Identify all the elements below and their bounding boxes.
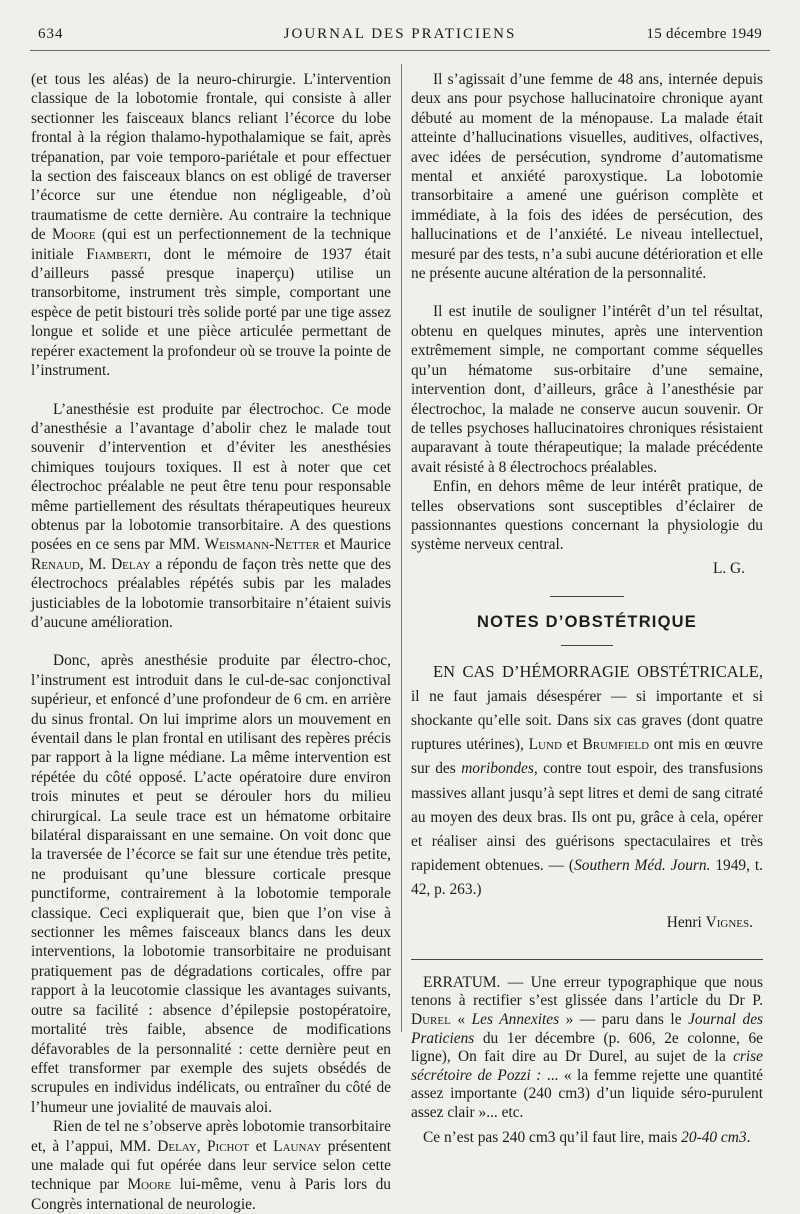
section-title: NOTES D’OBSTÉTRIQUE [477, 613, 697, 632]
author-name: Delay [111, 555, 151, 573]
header-rule [30, 50, 770, 51]
paragraph: Enfin, en dehors même de leur intérêt pratique, de telles observations sont susceptibles d’éclairer de passionnantes questions concernant la physiologie du système nerveux central. [411, 478, 763, 554]
column-divider [401, 64, 402, 1032]
erratum-note: ERRATUM. — Une erreur typographique que nous tenons à rectifier s’est glissée dans l’article du Dr P. Durel « Les Annexites » — paru dans le Journal des Praticiens du 1er décembre (p. 606, 2e colonne, 6e ligne), On fait dire au Dr Durel, au sujet de la crise sécrétoire de Pozzi : ... « la femme rejette une quantité assez importante (240 cm3) d’un liquide séro-purulent assez clair »... etc. Ce n’est pas 240 cm3 qu’il faut lire, mais 20-40 cm3. [411, 973, 764, 1146]
separator-rule [411, 959, 763, 960]
paragraph: Il est inutile de souligner l’intérêt d’un tel résultat, obtenu en quelques minutes, après une intervention extrêmement simple, ne comportant comme séquelles qu’un hématome sus-orbitaire d’une semaine, intervention dont, d’ailleurs, grâce à l’anesthésie par électrochoc, la malade ne conserve aucun souvenir. Or de telles psychoses hallucinatoires chroniques résistaient auparavant à toute thérapeutique; la malade précédente avait résisté à 8 électrochocs préalables. [411, 303, 763, 476]
page-number: 634 [38, 26, 64, 42]
paragraph: Donc, après anesthésie produite par électro-choc, l’instrument est introduit dans le cul-de-sac conjonctival supérieur, et enfoncé d’une profondeur de 6 cm. en arrière du sinus frontal. On lui imprime alors un mouvement en éventail dans le plan frontal en utilisant des repères précis par rapport à la ligne médiane. La même intervention est répétée du côté opposé. L’acte opératoire dure environ trois minutes et peut se dérouler hors du milieu chirurgical. La seule trace est un hématome orbitaire bilatéral disparaissant en une semaine. On voit donc que la traversée de l’écorce se fait sur une étendue très petite, ne produisant qu’une blessure corticale presque punctiforme, contrairement à la lobotomie temporale classique. Ceci expliquerait que, bien que l’on vise à sectionner les mêmes faisceaux blancs dans les deux interventions, la lobotomie transorbitaire ne produisant pratiquement pas de dégradations corticales, offre par rapport à la leucotomie classique les avantages suivants, outre sa facilité : absence d’épilepsie postopératoire, mortalité très faible, absence de modifications défavorables de la personnalité : cette dernière peut en effet transformer par exemple des sujets obsédés de scrupules en individus indélicats, ou entraîner du côté de l’humeur une jovialité de mauvais aloi. [31, 652, 391, 1116]
author-name: Fiamberti [86, 245, 148, 263]
left-column [31, 70, 391, 1214]
paragraph: (et tous les aléas) de la neuro-chirurgie. L’intervention classique de la lobotomie frontale, qui consiste à aller sectionner les faisceaux blancs reliant l’écorce du lobe frontal à la région thalamo-hypothalamique se fait, après trépanation, par voie temporo-pariétale et pour effectuer la section des faisceaux blancs on est obligé de traverser l’écorce sur une étendue non négligeable, d’où traumatisme de cette dernière. Au contraire la technique de Moore (qui est un perfectionnement de la technique initiale Fiamberti, dont le mémoire de 1937 était d’ailleurs passé presque inaperçu) utilise un transorbitome, instrument très simple, comportant une espèce de petit bistouri très solide porté par une tige assez longue et solide et une pièce articulée permettant de repérer exactement la profondeur où se trouve la pointe de l’instrument. [31, 71, 392, 380]
paragraph: L’anesthésie est produite par électrochoc. Ce mode d’anesthésie a l’avantage d’abolir chez le malade tout souvenir d’intervention et d’éviter les anesthésies chimiques toujours toxiques. Il est à noter que cet électrochoc préalable ne peut être tenu pour responsable même partiellement des résultats thérapeutiques heureux obtenus par la lobotomie transorbitaire. A des questions posées en ce sens par MM. Weismann-Netter et Maurice Renaud, M. Delay a répondu de façon très nette que des électrochocs préalables répétés subis par les malades justiciables de la lobotomie transorbitaire n’étaient suivis d’aucune amélioration. [31, 400, 392, 631]
right-column [411, 70, 763, 1147]
note-lead: EN CAS D’HÉMORRAGIE OBSTÉTRICALE, [433, 661, 763, 681]
author-name: Moore [127, 1176, 172, 1194]
journal-reference: Southern Méd. Journ. [574, 857, 711, 875]
separator-rule [561, 645, 613, 646]
note-author: Henri Vignes. [666, 913, 753, 931]
separator-rule [550, 596, 624, 597]
author-name: Pichot [206, 1137, 250, 1155]
paragraph: Rien de tel ne s’observe après lobotomie transorbitaire et, à l’appui, MM. Delay, Pichot et Launay présentent une malade qui fut opérée dans leur service selon cette technique par Moore lui-même, venu à Paris lors du Congrès international de neurologie. [31, 1118, 391, 1213]
author-name: Weismann-Netter [204, 536, 320, 554]
author-name: Launay [273, 1137, 322, 1155]
obstetrics-note: EN CAS D’HÉMORRAGIE OBSTÉTRICALE, il ne faut jamais désespérer — si importante et si shockante qu’elle soit. Dans six cas graves (dont quatre ruptures utérines), Lund et Brumfield ont mis en œuvre sur des moribondes, contre tout espoir, des transfusions massives allant jusqu’à sept litres et demi de sang citraté au moyen des deux bras. Ils ont pu, grâce à cela, opérer et réaliser ainsi des guérisons spectaculaires et très rapidement obtenues. — (Southern Méd. Journ. 1949, t. 42, p. 263.) Henri Vignes. [411, 660, 763, 935]
journal-title: JOURNAL DES PRATICIENS [283, 26, 517, 42]
article-signature: L. G. [712, 559, 745, 577]
issue-date: 15 décembre 1949 [646, 26, 762, 42]
author-name: Delay [157, 1137, 197, 1155]
page-header [38, 26, 762, 48]
author-name: Moore [51, 226, 96, 244]
author-name: Lund [528, 736, 562, 754]
author-name: Brumfield [582, 736, 650, 754]
paragraph: Il s’agissait d’une femme de 48 ans, internée depuis deux ans pour psychose hallucinatoire chronique ayant débuté au moment de la ménopause. La malade était atteinte d’hallucinations visuelles, auditives, olfactives, avec idées de persécution, syndrome d’automatisme mental et anxiété paroxystique. La lobotomie transorbitaire a amené une guérison complète et immédiate, à la fois des idées de persécution, des hallucinations et de l’anxiété. Le niveau intellectuel, mesuré par des tests, n’a subi aucune détérioration et elle ne présente aucune altération de la personnalité. [411, 71, 763, 283]
author-name: Renaud [31, 555, 80, 573]
